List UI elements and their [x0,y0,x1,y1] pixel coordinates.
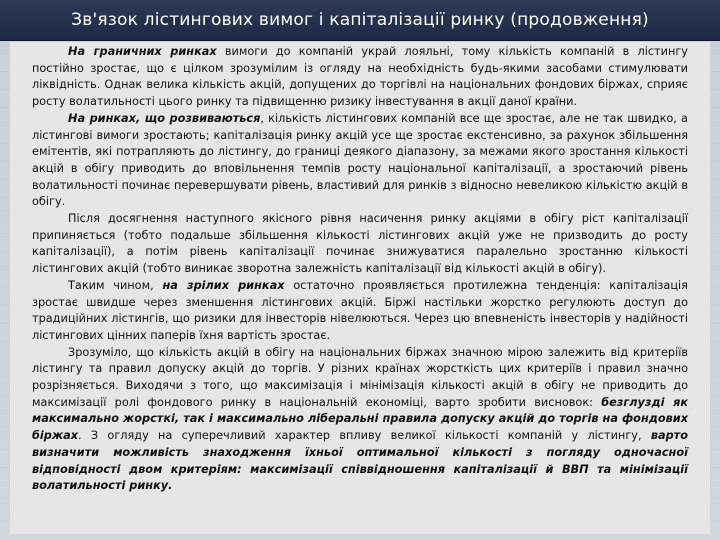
paragraph-saturation [32,211,688,278]
slide-title: Зв'язок лістингових вимог і капіталізації ринку (продовження) [71,10,649,30]
paragraph-2-text: , кількість лістингових компаній все ще зростає, але не так швидко, а лістингові вимоги зростають; капіталізація ринку акцій усе ще зростає екстенсивно, за рахунок збільшення емітентів, які потрапляють до лістингу, до границі деякого діапазону, за межами якого зростання кількості акцій в обігу приводить до вповільнення темпів росту національної капіталізації, а зростаючий рівень волатильності починає перевершувати рівень, властивий для ринків з відносно невеликою кількістю акцій в обігу. [32,111,688,209]
paragraph-5-emphasis-1: безглузді як максимально жорсткі, так і максимально ліберальні правила допуску акцій до торгів на фондових біржах [32,395,688,443]
paragraph-5-lead: Зрозуміло, що кількість акцій в обігу на національних біржах значною мірою залежить від критеріїв лістингу та правил допуску акцій до торгів. У різних країнах жорсткість цих критеріїв і правил значно розрізняється. Виходячи з того, що максимізація і мінімізація кількості акцій в обігу не приводить до максимізації ролі фондового ринку в національній економіці, варто зробити висновок: [32,345,688,409]
title-bar [0,0,720,41]
paragraph-4-lead: Таким чином, [68,278,163,292]
content-panel [10,42,710,534]
paragraph-3-text: Після досягнення наступного якісного рівня насичення ринку акціями в обігу ріст капіталізації припиняється (тобто подальше збільшення кількості лістингових акцій уже не призводить до росту капіталізації), а потім рівень капіталізації починає знижуватися паралельно зростанню кількості лістингових акцій (тобто виникає зворотна залежність капіталізації від кількості акцій в обігу). [32,212,688,276]
paragraph-2-emphasis: На ринках, що розвиваються [68,111,261,125]
paragraph-emerging-markets [32,111,688,211]
paragraph-1-text: вимоги до компаній украй лояльні, тому кількість компаній в лістингу постійно зростає, що є цілком зрозумілим із огляду на необхідність будь-якими засобами стимулювати ліквідність. Однак велика кількість акцій, допущених до торгівлі на національних фондових біржах, сприяє росту волатильності цього ринку та підвищенню ризику інвестування в акції даної країни. [32,45,688,109]
paragraph-4-emphasis: на зрілих ринках [162,278,285,292]
paragraph-1-emphasis: На граничних ринках [68,45,217,58]
paragraph-5-emphasis-2: варто визначити можливість знаходження їхньої оптимальної кількості з погляду одночасної відповідності двом критеріям: максимізації співвідношення капіталізації й ВВП та мінімізації волатильності ринку. [32,429,688,493]
paragraph-5-middle: . З огляду на суперечливий характер впливу великої кількості компаній у лістингу, [78,429,651,443]
paragraph-frontier-markets [32,44,688,111]
paragraph-mature-markets [32,278,688,345]
paragraph-4-text: остаточно проявляється протилежна тенденція: капіталізація зростає швидше через зменшення лістингових акцій. Біржі настільки жорстко регулюють доступ до традиційних лістингів, що ризики для інвесторів нівелюються. Через цю впевненість інвесторів у надійності лістингових цінних паперів їхня вартість зростає. [32,278,688,342]
paragraph-conclusion [32,345,688,495]
